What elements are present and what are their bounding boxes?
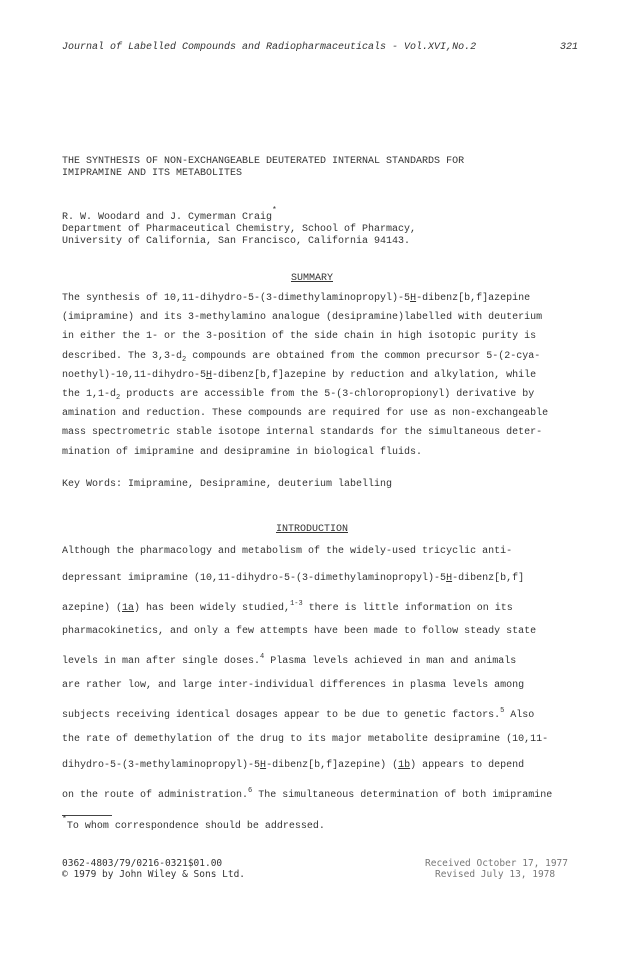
summary-line-2: (imipramine) and its 3-methylamino analogue (desipramine)labelled with deuterium <box>62 312 543 324</box>
intro-line-3: azepine) (1a) has been widely studied,$^{1-3}$ there is little information on its <box>62 599 513 614</box>
introduction-heading: INTRODUCTION <box>275 524 348 535</box>
title-line-2: IMIPRAMINE AND ITS METABOLITES <box>62 168 243 179</box>
article-title <box>62 156 464 180</box>
intro-line-1: Although the pharmacology and metabolism of the widely-used tricyclic anti- <box>62 546 513 557</box>
title-line-1: THE SYNTHESIS OF NON-EXCHANGEABLE DEUTERATED INTERNAL STANDARDS FOR <box>62 156 465 167</box>
footer-received: Received October 17, 1977 <box>425 858 568 869</box>
keywords: Key Words: Imipramine, Desipramine, deuterium labelling <box>62 479 393 490</box>
footer-copyright: © 1979 by John Wiley & Sons Ltd. <box>62 869 246 880</box>
intro-line-2: depressant imipramine (10,11-dihydro-5-(3-dimethylaminopropyl)-5H-dibenz[b,f] <box>62 572 525 584</box>
summary-line-8: mass spectrometric stable isotope internal standards for the simultaneous deter- <box>62 427 543 439</box>
author-names <box>62 206 416 224</box>
summary-line-3: in either the 1- or the 3-position of the side chain in high isotopic purity is <box>62 331 537 343</box>
intro-line-10: on the route of administration.$^6$ The simultaneous determination of both imipramine <box>62 787 553 802</box>
author-block <box>62 206 417 248</box>
affiliation-line-1: Department of Pharmaceutical Chemistry, School of Pharmacy, <box>62 224 417 235</box>
affiliation-line-2: University of California, San Francisco, California 94143. <box>62 236 411 247</box>
footnote <box>62 815 325 832</box>
author-star: * <box>272 206 277 215</box>
footnote-text: To whom correspondence should be addressed. <box>66 821 325 832</box>
page-number: 321 <box>560 42 579 53</box>
footer-revised: Revised July 13, 1978 <box>435 869 556 880</box>
footnote-star: * <box>62 815 67 824</box>
footer-code: 0362-4803/79/0216-0321$01.00 <box>62 858 223 869</box>
footer-left <box>62 858 245 880</box>
journal-header: Journal of Labelled Compounds and Radiopharmaceuticals - Vol.XVI,No.2 <box>62 42 477 53</box>
footer-right <box>425 858 568 880</box>
intro-line-9: dihydro-5-(3-methylaminopropyl)-5H-dibenz[b,f]azepine) (1b) appears to depend <box>62 760 525 772</box>
intro-line-8: the rate of demethylation of the drug to its major metabolite desipramine (10,11- <box>62 733 549 745</box>
summary-line-6: the $1,1-d_2$ products are accessible from the 5-(3-chloropropionyl) derivative by <box>62 389 535 402</box>
intro-line-6: are rather low, and large inter-individual differences in plasma levels among <box>62 680 525 691</box>
summary-line-1: The synthesis of 10,11-dihydro-5-(3-dimethylaminopropyl)-5H-dibenz[b,f]azepine <box>62 293 531 304</box>
summary-line-7: amination and reduction. These compounds are required for use as non-exchangeable <box>62 408 549 420</box>
summary-line-5: noethyl)-10,11-dihydro-5H-dibenz[b,f]azepine by reduction and alkylation, while <box>62 369 537 381</box>
intro-line-4: pharmacokinetics, and only a few attempts have been made to follow steady state <box>62 626 537 638</box>
footnote-rule <box>62 815 112 816</box>
summary-line-9: mination of imipramine and desipramine in biological fluids. <box>62 446 423 458</box>
summary-heading: SUMMARY <box>290 273 333 284</box>
author-names-text: R. W. Woodard and J. Cymerman Craig <box>62 212 273 223</box>
intro-line-7: subjects receiving identical dosages appear to be due to genetic factors.$^5$ Also <box>62 706 535 721</box>
summary-line-4: described. The $3,3-d_2$ compounds are obtained from the common precursor 5-(2-cya- <box>62 350 541 364</box>
intro-line-5: levels in man after single doses.$^4$ Plasma levels achieved in man and animals <box>62 653 517 668</box>
